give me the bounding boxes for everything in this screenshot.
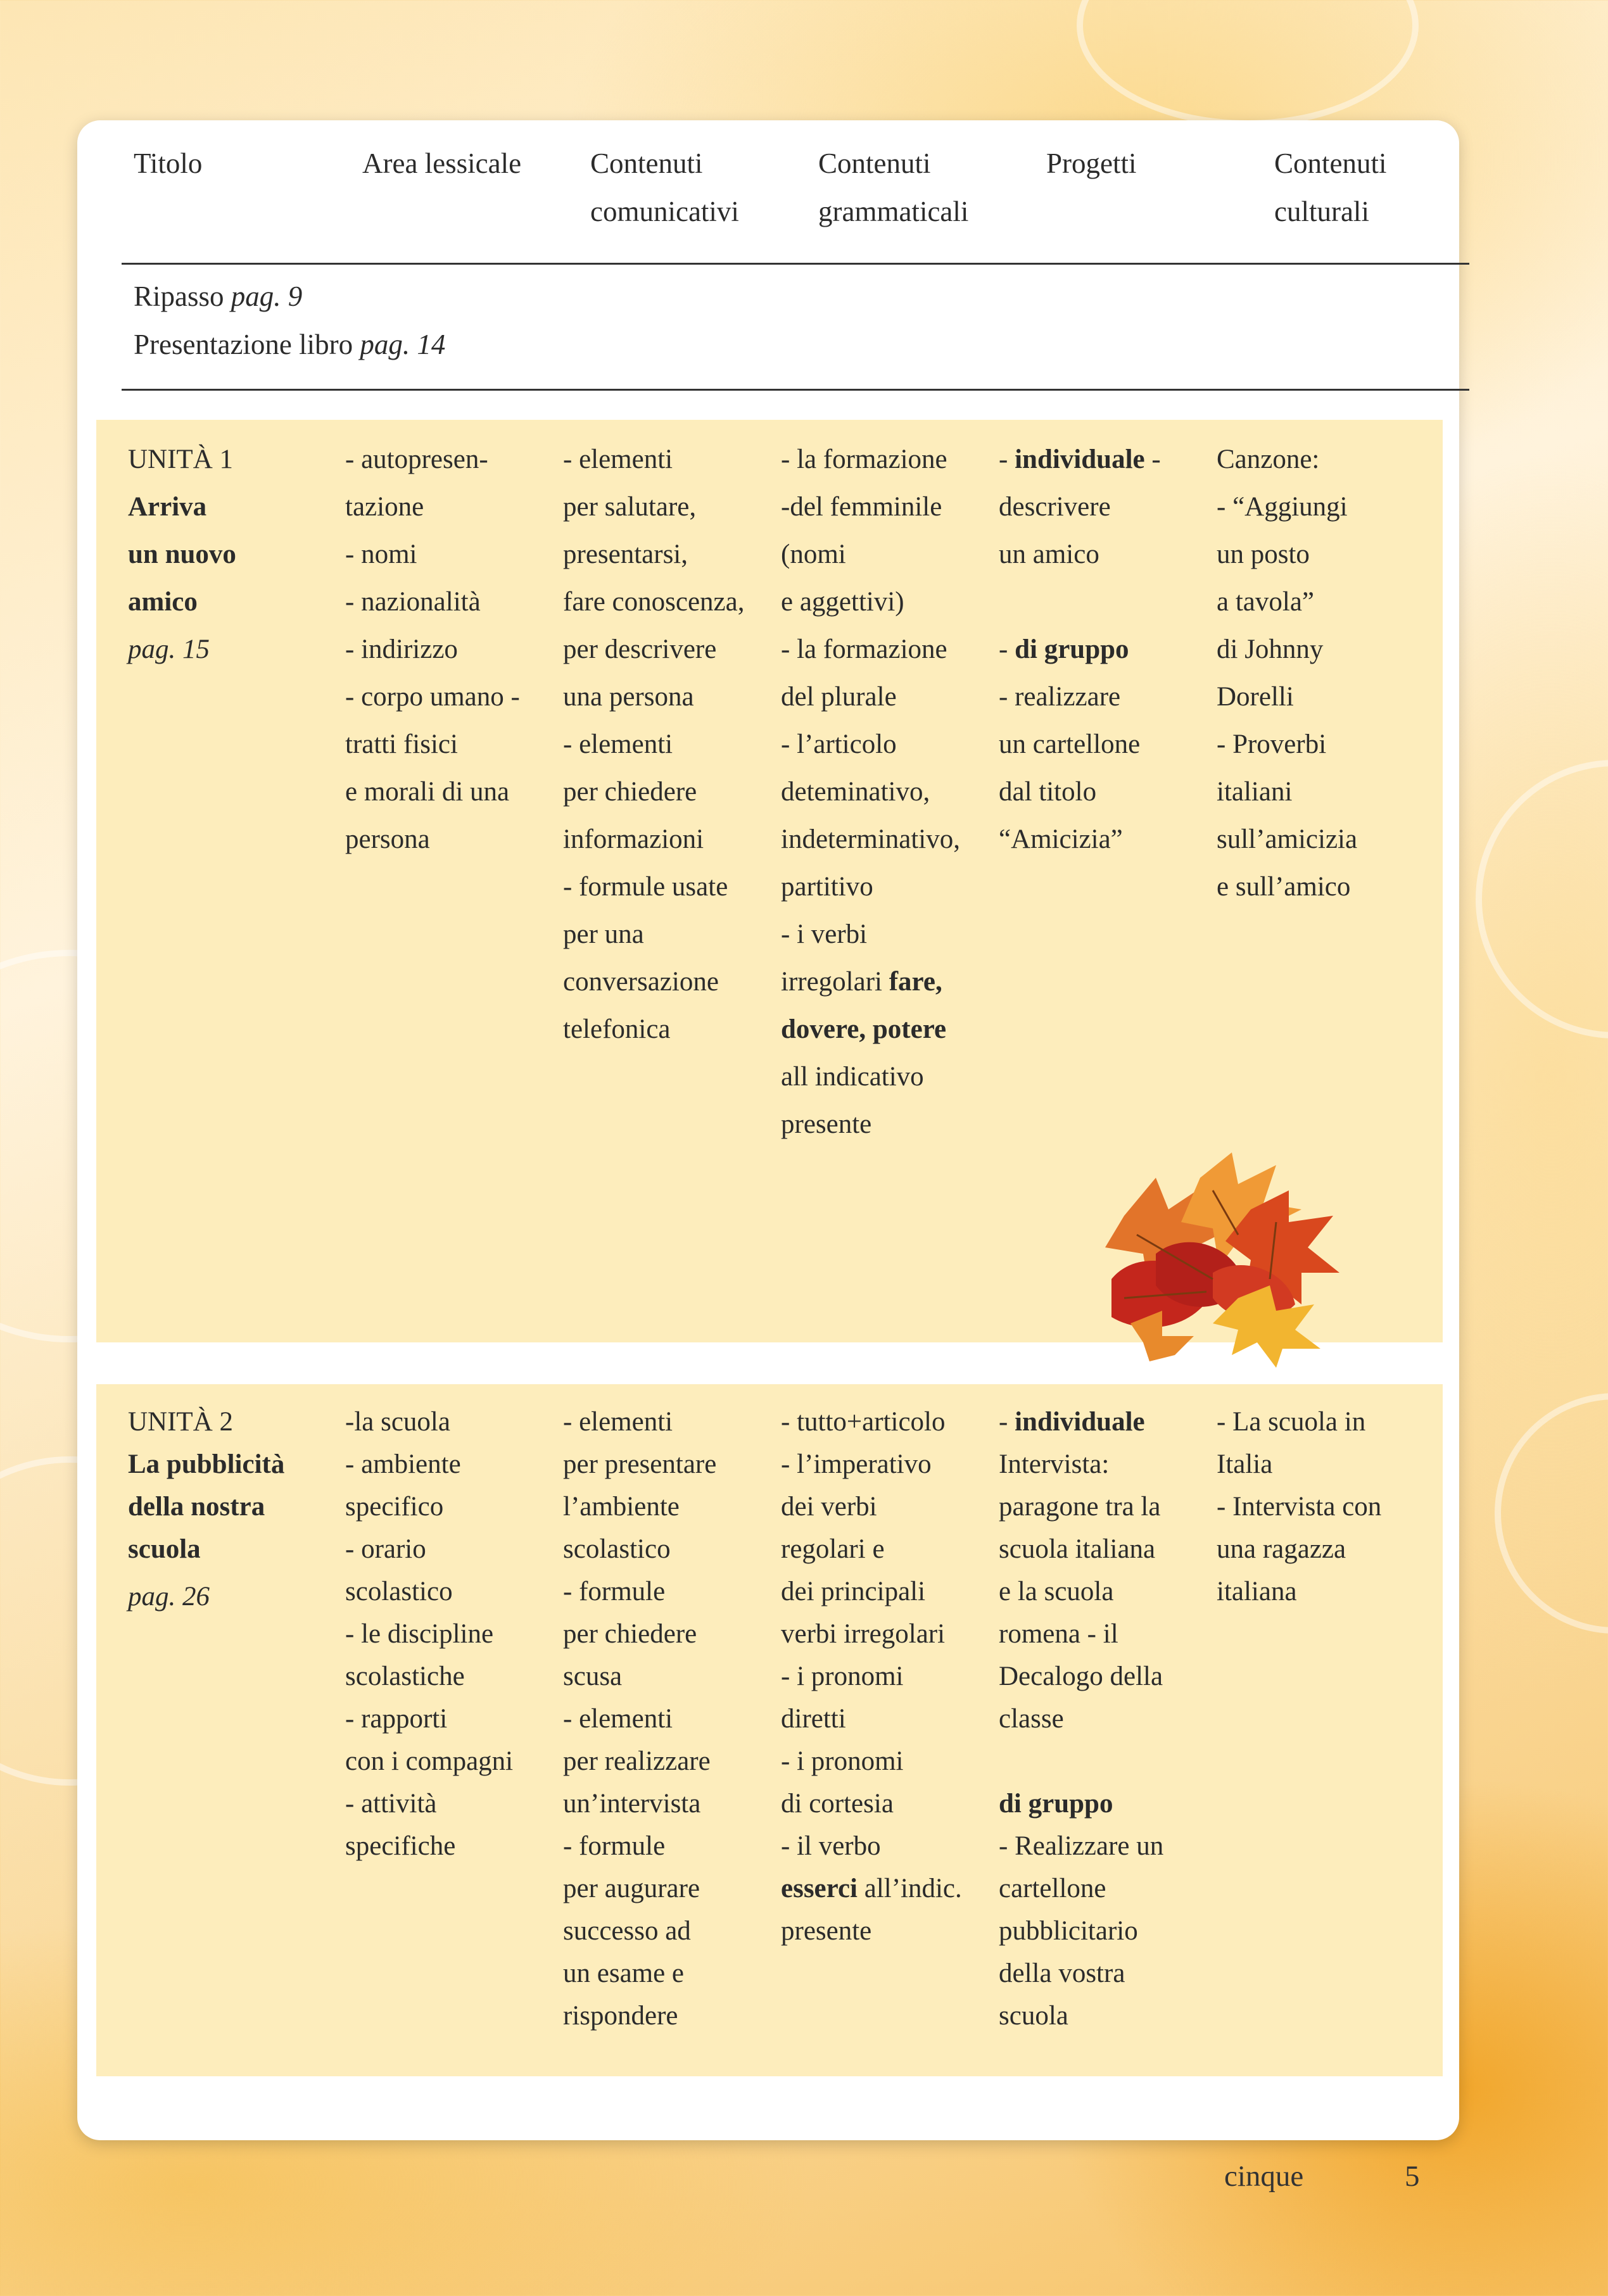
comunicativi-line: - formule usate <box>563 872 728 902</box>
presentazione-line <box>134 320 445 369</box>
grammaticali-line: - la formazione <box>781 634 947 664</box>
comunicativi-line: per chiedere <box>563 777 697 807</box>
progetti-line: paragone tra la <box>999 1492 1161 1522</box>
culturali-line: Canzone: <box>1217 445 1320 474</box>
culturali-line: e sull’amico <box>1217 872 1351 902</box>
unit-title-line: scuola <box>128 1534 201 1564</box>
progetti-individuale: individuale <box>1015 1407 1145 1437</box>
culturali-line: - La scuola in <box>1217 1407 1366 1437</box>
comunicativi-line: - elementi <box>563 1407 673 1437</box>
gram-bold-verb: esserci <box>781 1874 858 1903</box>
grammaticali-line <box>781 1867 962 1910</box>
progetti-line: descrivere <box>999 492 1111 522</box>
comunicativi-line: l’ambiente <box>563 1492 680 1522</box>
header-contenuti-grammaticali <box>818 139 968 236</box>
culturali-line: - Intervista con <box>1217 1492 1382 1522</box>
progetti-line: e la scuola <box>999 1577 1114 1606</box>
grammaticali-line: -del femminile <box>781 492 942 522</box>
progetti-line: scuola italiana <box>999 1534 1156 1564</box>
ripasso-label: Ripasso <box>134 281 224 312</box>
area-line: scolastico <box>345 1577 453 1606</box>
progetti-individuale-line <box>999 1401 1163 1443</box>
gram-bold-verbs: dovere, potere <box>781 1014 947 1044</box>
area-line: - orario <box>345 1534 426 1564</box>
unit-title-line: La pubblicità <box>128 1449 285 1479</box>
grammaticali-line: presente <box>781 1916 872 1946</box>
header-contenuti-culturali <box>1274 139 1387 236</box>
comunicativi-line: fare conoscenza, <box>563 587 745 617</box>
unit-2-culturali-col <box>1217 1401 1381 1613</box>
grammaticali-line: - i pronomi <box>781 1662 904 1691</box>
ripasso-line <box>134 272 445 320</box>
unit-title-line: Arriva <box>128 492 207 522</box>
area-line: -la scuola <box>345 1407 450 1437</box>
presentazione-label: Presentazione libro <box>134 329 353 360</box>
grammaticali-line: (nomi <box>781 539 846 569</box>
autumn-leaves-image <box>1086 1140 1352 1368</box>
area-line: - rapporti <box>345 1704 448 1734</box>
comunicativi-line: conversazione <box>563 967 719 997</box>
progetti-line: della vostra <box>999 1959 1125 1988</box>
grammaticali-line: - i pronomi <box>781 1746 904 1776</box>
grammaticali-line: verbi irregolari <box>781 1619 946 1649</box>
area-line: specifico <box>345 1492 444 1522</box>
area-line: - indirizzo <box>345 634 458 664</box>
bg-swirl <box>1495 1393 1608 1634</box>
progetti-line: un cartellone <box>999 729 1141 759</box>
culturali-line: italiana <box>1217 1577 1297 1606</box>
unit-2-progetti-col <box>999 1401 1163 2037</box>
dash: - <box>999 1407 1015 1437</box>
comunicativi-line: un esame e <box>563 1959 685 1988</box>
area-line: - ambiente <box>345 1449 461 1479</box>
area-line: - le discipline <box>345 1619 494 1649</box>
progetti-gruppo-line <box>999 626 1161 673</box>
unit-1-grammaticali-col <box>781 436 960 1148</box>
dash: - <box>1144 445 1161 474</box>
unit-label: UNITÀ 1 <box>128 445 233 474</box>
comunicativi-line: successo ad <box>563 1916 691 1946</box>
unit-1-progetti-col <box>999 436 1161 863</box>
progetti-gruppo: di gruppo <box>1015 634 1129 664</box>
comunicativi-line: per salutare, <box>563 492 697 522</box>
unit-title-line: amico <box>128 587 198 617</box>
dash: - <box>999 634 1015 664</box>
grammaticali-line: - la formazione <box>781 445 947 474</box>
grammaticali-line: e aggettivi) <box>781 587 904 617</box>
grammaticali-line <box>781 958 960 1006</box>
comunicativi-line: - elementi <box>563 729 673 759</box>
comunicativi-line: scusa <box>563 1662 623 1691</box>
header-area-lessicale: Area lessicale <box>362 148 522 179</box>
progetti-line: pubblicitario <box>999 1916 1138 1946</box>
intro-block <box>134 272 445 369</box>
comunicativi-line: per realizzare <box>563 1746 711 1776</box>
progetti-line: romena - il <box>999 1619 1118 1649</box>
progetti-spacer <box>999 1740 1163 1782</box>
culturali-line: sull’amicizia <box>1217 824 1358 854</box>
dash: - <box>999 445 1015 474</box>
culturali-line: un posto <box>1217 539 1310 569</box>
grammaticali-line: di cortesia <box>781 1789 894 1819</box>
comunicativi-line: informazioni <box>563 824 704 854</box>
progetti-line: Decalogo della <box>999 1662 1163 1691</box>
culturali-line: Dorelli <box>1217 682 1294 712</box>
ripasso-page: pag. 9 <box>231 281 303 312</box>
progetti-line: cartellone <box>999 1874 1106 1903</box>
unit-1-area-col <box>345 436 520 863</box>
progetti-line: Intervista: <box>999 1449 1110 1479</box>
unit-label: UNITÀ 2 <box>128 1407 233 1437</box>
progetti-line: scuola <box>999 2001 1068 2031</box>
grammaticali-line: partitivo <box>781 872 873 902</box>
grammaticali-line: del plurale <box>781 682 897 712</box>
progetti-individuale: individuale <box>1015 445 1145 474</box>
progetti-line: un amico <box>999 539 1099 569</box>
bg-swirl <box>1476 760 1608 1038</box>
unit-2-area-col <box>345 1401 513 1867</box>
header-divider <box>122 263 1469 265</box>
unit-1-comunicativi-col <box>563 436 744 1053</box>
header-line: Contenuti <box>1274 148 1387 179</box>
unit-2-comunicativi-col <box>563 1401 716 2037</box>
grammaticali-line: deteminativo, <box>781 777 930 807</box>
area-line: specifiche <box>345 1831 456 1861</box>
culturali-line: Italia <box>1217 1449 1273 1479</box>
comunicativi-line: scolastico <box>563 1534 671 1564</box>
progetti-gruppo: di gruppo <box>999 1789 1113 1819</box>
gram-text: irregolari <box>781 967 889 997</box>
unit-page: pag. 26 <box>128 1582 210 1612</box>
grammaticali-line: dei principali <box>781 1577 926 1606</box>
area-line: scolastiche <box>345 1662 465 1691</box>
unit-page: pag. 15 <box>128 634 210 664</box>
area-line: - nomi <box>345 539 417 569</box>
bg-swirl <box>1077 0 1419 127</box>
comunicativi-line: - formule <box>563 1831 666 1861</box>
unit-title-line: un nuovo <box>128 539 236 569</box>
unit-title-line: della nostra <box>128 1492 265 1522</box>
grammaticali-line: - il verbo <box>781 1831 881 1861</box>
unit-1-title-col <box>128 436 236 673</box>
area-line: tazione <box>345 492 424 522</box>
progetti-line: classe <box>999 1704 1064 1734</box>
gram-bold-verb: fare, <box>889 967 942 997</box>
area-line: - corpo umano - <box>345 682 520 712</box>
header-progetti: Progetti <box>1046 148 1137 179</box>
comunicativi-line: rispondere <box>563 2001 678 2031</box>
gram-text: all’indic. <box>857 1874 962 1903</box>
comunicativi-line: per descrivere <box>563 634 717 664</box>
culturali-line: - Proverbi <box>1217 729 1327 759</box>
culturali-line: a tavola” <box>1217 587 1314 617</box>
header-contenuti-comunicativi <box>590 139 739 236</box>
unit-1-culturali-col <box>1217 436 1357 911</box>
progetti-line: - Realizzare un <box>999 1831 1164 1861</box>
comunicativi-line: per una <box>563 919 644 949</box>
comunicativi-line: per augurare <box>563 1874 700 1903</box>
header-line: Contenuti <box>818 148 931 179</box>
grammaticali-line: dei verbi <box>781 1492 877 1522</box>
culturali-line: di Johnny <box>1217 634 1324 664</box>
header-line: culturali <box>1274 196 1369 227</box>
area-line: - autopresen- <box>345 445 488 474</box>
intro-divider <box>122 389 1469 391</box>
grammaticali-line: - l’imperativo <box>781 1449 932 1479</box>
area-line: con i compagni <box>345 1746 514 1776</box>
progetti-line: “Amicizia” <box>999 824 1123 854</box>
grammaticali-line: presente <box>781 1109 872 1139</box>
culturali-line: una ragazza <box>1217 1534 1346 1564</box>
culturali-line: - “Aggiungi <box>1217 492 1348 522</box>
area-line: tratti fisici <box>345 729 458 759</box>
comunicativi-line: - elementi <box>563 445 673 474</box>
header-titolo: Titolo <box>134 148 203 179</box>
culturali-line: italiani <box>1217 777 1293 807</box>
comunicativi-line: per chiedere <box>563 1619 697 1649</box>
presentazione-page: pag. 14 <box>360 329 446 360</box>
comunicativi-line: telefonica <box>563 1014 671 1044</box>
area-line: - attività <box>345 1789 437 1819</box>
comunicativi-line: - formule <box>563 1577 666 1606</box>
grammaticali-line: diretti <box>781 1704 846 1734</box>
comunicativi-line: - elementi <box>563 1704 673 1734</box>
header-line: comunicativi <box>590 196 739 227</box>
comunicativi-line: una persona <box>563 682 694 712</box>
comunicativi-line: per presentare <box>563 1449 717 1479</box>
unit-2-title-col <box>128 1401 284 1618</box>
area-line: e morali di una <box>345 777 510 807</box>
grammaticali-line: regolari e <box>781 1534 885 1564</box>
comunicativi-line: un’intervista <box>563 1789 701 1819</box>
grammaticali-line: indeterminativo, <box>781 824 961 854</box>
grammaticali-line: all indicativo <box>781 1062 924 1092</box>
grammaticali-line: - tutto+articolo <box>781 1407 946 1437</box>
progetti-spacer <box>999 578 1161 626</box>
progetti-individuale-line <box>999 436 1161 483</box>
header-line: Contenuti <box>590 148 703 179</box>
area-line: persona <box>345 824 430 854</box>
header-line: grammaticali <box>818 196 969 227</box>
area-line: - nazionalità <box>345 587 481 617</box>
grammaticali-line: - i verbi <box>781 919 868 949</box>
page-number: 5 <box>1405 2160 1420 2193</box>
grammaticali-line: - l’articolo <box>781 729 897 759</box>
progetti-line: - realizzare <box>999 682 1121 712</box>
comunicativi-line: presentarsi, <box>563 539 688 569</box>
page-number-word: cinque <box>1224 2160 1304 2193</box>
unit-2-grammaticali-col <box>781 1401 962 1952</box>
progetti-line: dal titolo <box>999 777 1097 807</box>
